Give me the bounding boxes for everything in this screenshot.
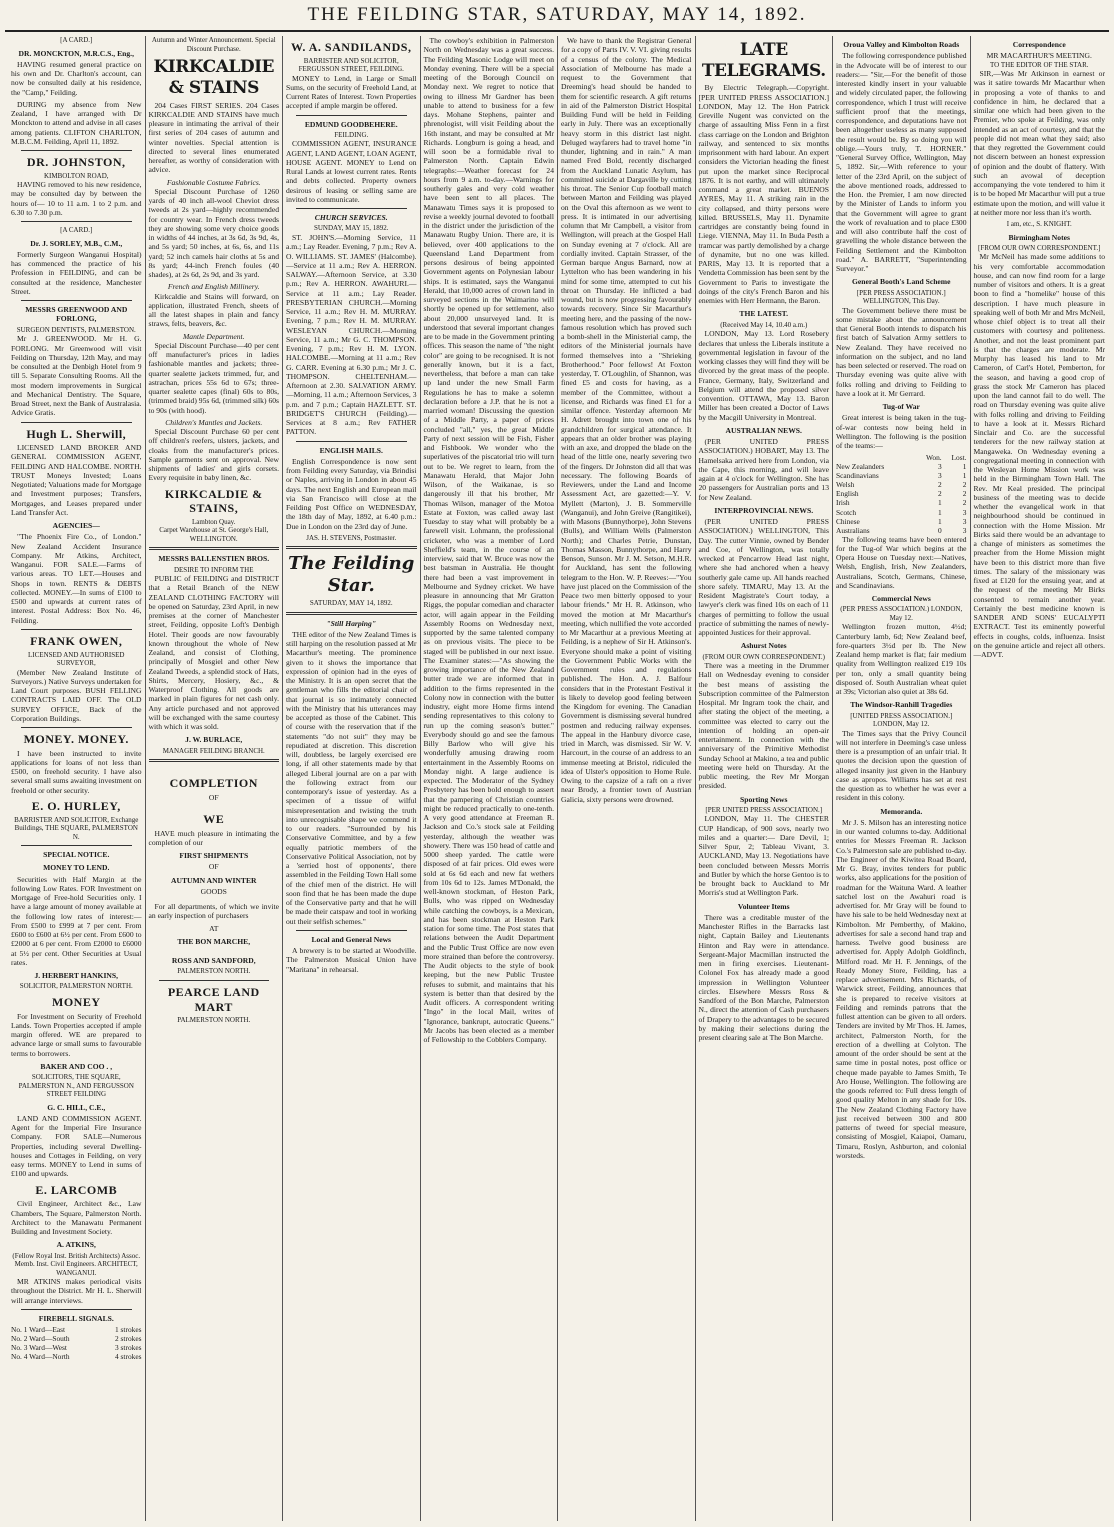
monckton-name: DR. MONCKTON, M.R.C.S., Eng.,: [18, 48, 134, 58]
divider: [296, 208, 407, 209]
burlace-sub: MANAGER FEILDING BRANCH.: [162, 746, 265, 755]
to-editor: TO THE EDITOR OF THE STAR.: [990, 60, 1089, 69]
charlton-body: DURING my absence from New Zealand, I have arranged with Dr Monckton to attend and advise in all cases among patients. CLIFTON CHARLTON, M.B.C.M. Feilding, April 11, 1892.: [11, 99, 142, 146]
tug-cell: 0: [937, 525, 942, 535]
interprovincial-body: (PER UNITED PRESS ASSOCIATION.) WELLINGTON, This Day. The cutter Vinnie, owned by Bender and Coe, of Wellington, was totally wrecked at Pencarrow Head last night, where she had anchored when a heavy southerly gale came up. All hands reached shore safely. TIMARU, May 13. At the Resident Magistrate's Court today, a lawyer's clerk was fined 10s on each of 11 charges of permitting to follow the usual practice of submitting the names of newly-appointed Justices for their approval.: [698, 517, 829, 637]
tug-row: [836, 508, 967, 517]
firebell-cell: 3 strokes: [115, 1343, 142, 1353]
sherwill-body: LICENSED LAND BROKER AND GENERAL COMMISSION AGENT, FEILDING AND HALCOMBE. NORTH. TRUST Moneys Invested; Loans Negotiated; Valuations made for Mortgage and Investment purposes; Transfers, Mortgages, and Leases prepared under Land Transfer Act.: [11, 443, 142, 517]
tug-row: [836, 526, 967, 535]
firebell-heading: FIREBELL SIGNALS.: [38, 1313, 114, 1323]
divider: [286, 612, 417, 615]
fashion-heading: Fashionable Costume Fabrics.: [166, 177, 261, 187]
ashurst-body: There was a meeting in the Drummer Hall on Wednesday evening to consider the best means of assisting the Subscription committee of the Palmerston Hospital. Mr Ingram took the chair, and after stating the object of the meeting, a committee was elected to carry out the intention of holding an open-air entertainment. In connection with the anniversary of the Primitive Methodist Sunday School at Makino, a tea and public meeting were held on Thursday. At the public meeting, the Rev Mr Morgan presided.: [698, 661, 829, 791]
divider: [296, 930, 407, 931]
column-5: [558, 36, 696, 1521]
correspondence-heading: Correspondence: [1012, 40, 1066, 49]
firebell-cell: No. 3 Ward—West: [11, 1343, 67, 1353]
completion-heading: COMPLETION: [169, 776, 258, 791]
paper-date: SATURDAY, MAY 14, 1892.: [309, 599, 393, 608]
tug-cell: Scandinavians: [836, 471, 879, 481]
millinery-heading: French and English Millinery.: [167, 282, 260, 292]
booth-heading: General Booth's Land Scheme: [851, 277, 951, 287]
tug-cell: Chinese: [836, 516, 860, 526]
divider: [21, 150, 132, 151]
baker-name: BAKER AND COO . ,: [40, 1061, 113, 1071]
memoranda-heading: Memoranda.: [880, 806, 923, 816]
card-tag: [A CARD.]: [60, 226, 93, 235]
money2-heading: MONEY: [52, 994, 101, 1009]
tug-row: [836, 471, 967, 480]
divider: [149, 759, 280, 762]
tug-cell: 2: [962, 489, 967, 499]
correspondence-body: SIR,—Was Mr Atkinson in earnest or was it satire towards Mr Macarthur when in proposing a vote of thanks to and confidence in him, he declared that a similar one which had been given to the Premier, who spoke at Feilding, was only intended as an act of courtesy, and that the people did not mean what they said; also that they regretted the Government could not discern between an honest expression of opinion and the doubt of flattery. With such an avowal of deception accompanying the vote tendered to him it is to be hoped Mr Macarthur will put a true estimate upon the motion, and will value it at neither more nor less than it's worth.: [973, 69, 1105, 217]
tug-cell: 1: [962, 471, 967, 481]
tug-header-cell: Lost.: [951, 453, 967, 463]
money-body: I have been instructed to invite applications for loans of not less than £500, on freehold security. I have also several small sums awaiting investment on freehold or other security.: [11, 748, 142, 795]
tug-more: The following teams have been entered for the Tug-of War which begins at the Opera House on Tuesday next:—Natives, Welsh, English, Irish, New Zealanders, Australians, Scotch, Germans, Chinese, and Scandinavians.: [836, 534, 967, 590]
oroua-body: The following correspondence published in the Advocate will be of interest to our readers:— "Sir,—For the benefit of those interested kindly insert in your valuable and widely circulated paper, the following correspondence, which I trust will receive sufficient proof that the meetings, correspondence, and deputations have not been altogether useless as many supposed the result would be. By so doing you will oblige.—Yours truly, T. HORNER." "General Survey Office, Wellington, May 5, 1892. Sir,—With reference to your letter of the 23rd April, on the subject of the above mentioned roads, addressed to the Hon. the Premier, I am now directed by the Minister of Lands to inform you that the Government will agree to grant the work of revaluation and to place £300 and will also contribute half the cost of gravelling the whole distance between the Feilding Settlement and the Kimbolton road." A. BARRETT, "Superintending Surveyor.": [836, 51, 967, 273]
firebell-row: [11, 1334, 142, 1343]
masthead: THE FEILDING STAR, SATURDAY, MAY 14, 1892.: [307, 4, 807, 25]
first-shipments: FIRST SHIPMENTS: [179, 851, 249, 861]
windsor-sub: [UNITED PRESS ASSOCIATION.] LONDON, May 12.: [850, 711, 953, 729]
johnston-body: HAVING removed to his new residence, may be consulted day by between the hours of— 10 to 11 a.m. 1 to 2 p.m. and 6.30 to 7.30 p.m.: [11, 180, 142, 217]
firebell-cell: No. 1 Ward—East: [11, 1325, 66, 1335]
divider: [159, 980, 270, 981]
commercial-sub: (PER PRESS ASSOCIATION.) LONDON, May 12.: [840, 605, 963, 622]
divider: [286, 546, 417, 549]
ross-sandford: ROSS AND SANDFORD,: [171, 956, 256, 966]
interprovincial-heading: INTERPROVINCIAL NEWS.: [714, 505, 814, 515]
tug-cell: 3: [937, 462, 942, 472]
news-body: We have to thank the Registrar General for a copy of Parts IV. V. VI. giving results of a census of the colony. The Medical Association of Melbourne has made a request to the Government that Dreeming's head should be handed to them for scientific research. A gift returns in aid of the Palmerston District Hospital Building Fund will be held in Feilding early in July. There was an exceptionally heavy storm in this district last night. Deluged wayfarers had to travel home "in thunder, lightning and in rain." A man named Fred Bold, recently discharged from the Auckland Lunatic Asylum, has committed suicide at Dargaville by cutting his throat. The Senior Cup football match between Marton and Feilding was played on the Oval this afternoon as we went to press. It is intimated in our advertising column that Mr Campbell, a visitor from Wellington, will preach at the Gospel Hall on Sunday evening at 7 o'clock. All are cordially invited. Captain Strasser, of the German barque Angus Barnard, now at Lyttelton who has been wandering in his mind for some time, attempted to cut his throat on Thursday. He inflicted a bad wound, but is now progressing favourably towards recovery. Since Sir Macarthur's meeting here, and the passing of the now-famous resolution which has proved such a bomb-shell in the Ministerial camp, the editors of the Ministerial journals have formed themselves into a "Shrieking Brotherhood." Poor fellows! At Foxton yesterday, T. O'Loughlin, of Shannon, was fined £5 and costs for having, as a member of the Committee, without a license, and Richards was fined £1 for a similar offence. Yesterday afternoon Mr H. Adrett brought into town one of his grandchildren for surgical attendance. It appears that an older brother was playing with an axe, and dropped the blade on the head of the little one, nearly severing two of the fingers. Dr Johnston did all that was necessary. The following Boards of Reviewers, under the Land and Income Assessment Act, are gazetted:—Y. V. Myllett (Marton), J. B. Sommerville (Wanganui), and John Greive (Rangitikei), with Masons (Bunnythorpe), John Stevens (Bulls), and William Wells (Palmerston North); and Charles Petrie, Dunstan, Thomas Masson, Bunnythorpe, and Harry Benson, Sunson. Mr J. M. Setson, M.H.R. for Auckland, has sent the following telegram to the Hon. W. P. Reeves:—"You have just placed on the Commission of the Peace two men bitterly opposed to your labour friends." Mr H. R. Atkinson, who moved the motion at Mr Macarthur's meeting, which nullified the vote accorded to Mr Macarthur at a previous Meeting at Feilding, is a nephew of Sir H. Atkinson's. Everyone should make a point of visiting the Government Public Works with the Government rules and regulations published. The Hon. A. J. Balfour considers that in the Protestant Festival it is likely to develop good feeling between the Kingdom for evening. The Canadian Government is dismissing several hundred postmen and reducing railway expenses. The appeal in the Hanbury divorce case, tried in March, was dismissed. Sir W. V. Harcourt, in the course of an address to an immense meeting at Bristol, ridiculed the idea of Ulster's opposition to Home Rule. Owing to the capsize of a raft on a river near Brody, a frontier town of Austrian Galicia, sixty persons were drowned.: [561, 36, 692, 804]
mantle-heading: Mantle Department.: [182, 331, 245, 341]
special-notice: SPECIAL NOTICE.: [43, 850, 110, 860]
goodbehere-sub: FEILDING.: [334, 130, 369, 139]
millinery-body: Kirkcaldie and Stains will forward, on application, illustrated French, sheets of all the latest shapes in plain and fancy straws, felts, beavers, &c.: [148, 291, 279, 329]
tug-row: [836, 517, 967, 526]
volunteer-body: There was a creditable muster of the Manchester Rifles in the Barracks last night, Captain Bailey and Lieutenants Hinton and Ray were in attendance. Sergeant-Major Macmillan instructed the men in firing exercises. Lieutenant-Colonel Fox has already made a good impression in Wellington Volunteer circles. Elsewhere Messrs Ross & Sandford of the Bon Marche, Palmerston N., direct the attention of Cash purchasers of Drapery to the advantages to be secured by making their selections during the present clearing sale at The Bon Marche.: [698, 912, 829, 1043]
tug-cell: Irish: [836, 498, 850, 508]
tug-cell: 2: [962, 480, 967, 490]
tug-cell: 1: [937, 498, 942, 508]
windsor-body: The Times says that the Privy Council will not interfere in Deeming's case unless there is a presumption of an unfair trial. It quotes the decision upon the question of alleged insanity just given in the Hanbury case as apropos. Williams has set at rest the question as to whether he was ever a resident in this colony.: [836, 728, 967, 803]
greenwood-sub: SURGEON DENTISTS, PALMERSTON.: [16, 325, 136, 334]
tug-cell: 3: [962, 516, 967, 526]
have-text: HAVE much pleasure in intimating the completion of our: [148, 828, 279, 847]
firebell-cell: No. 2 Ward—South: [11, 1334, 70, 1344]
church-heading: CHURCH SERVICES.: [314, 213, 388, 223]
meeting-heading: MR MACARTHUR'S MEETING.: [986, 51, 1092, 61]
tug-cell: 1: [937, 507, 942, 517]
mails-signature: JAS. H. STEVENS, Postmaster.: [306, 533, 397, 542]
hill-name: G. C. HILL, C.E.,: [47, 1102, 106, 1112]
local-heading: Local and General News: [311, 934, 392, 944]
hankins-sub: SOLICITOR, PALMERSTON NORTH.: [19, 982, 133, 991]
tug-cell: English: [836, 489, 859, 499]
mantle-body: Special Discount Purchase—40 per cent off manufacturer's prices in ladies fashionable mantles and jackets; three-quarter sealette jackets trimmed, fur, and astrachan, prices 55s 6d to 67s; three-quarter sealette capes (final) 60s to 80s, (trimmed braid) 95s 6d, (trimmed silk) 60s to 90s (with hood).: [148, 340, 279, 415]
divider: [21, 845, 132, 846]
firebell-table: [11, 1325, 142, 1361]
commercial-body: Wellington frozen mutton, 4½d; Canterbury lamb, 6d; New Zealand beef, fore-quarters 3½d per lb. The New Zealand hemp market is flat; fair medium quality from Wellington realized £19 10s per ton, only a small quantity being disposed of. South Australian wheat quiet at 39s; Victorian also quiet at 38s 6d.: [836, 622, 967, 697]
firebell-cell: 1 strokes: [115, 1325, 142, 1335]
tug-cell: 1: [962, 462, 967, 472]
hurley-body: BARRISTER AND SOLICITOR, Exchange Buildings, THE SQUARE, PALMERSTON N.: [14, 815, 139, 841]
firebell-cell: 4 strokes: [115, 1352, 142, 1362]
tug-cell: 2: [937, 489, 942, 499]
of-text: OF: [208, 792, 219, 802]
column-7: [833, 36, 971, 1521]
correspondence-signature: I am, etc., S. KNIGHT.: [1006, 220, 1072, 229]
tug-cell: 2: [937, 480, 942, 490]
ashurst-heading: Ashurst Notes: [740, 641, 787, 651]
tug-row: [836, 462, 967, 471]
kirkcaldie-address: Carpet Warehouse at St. George's Hall, WELLINGTON.: [159, 526, 269, 543]
larcomb-name: E. LARCOMB: [35, 1182, 118, 1197]
goodbehere-name: EDMUND GOODBEHERE.: [304, 119, 398, 129]
local-body: A brewery is to be started at Woodville. The Palmerston Musical Union have "Maritana" in rehearsal.: [286, 946, 417, 974]
divider: [149, 547, 280, 550]
goodbehere-body: COMMISSION AGENT, INSURANCE AGENT, LAND AGENT, LOAN AGENT, HOUSE AGENT. MONEY to Lend on Rural Lands at lowest current rates. Rents and debts collected. Property owners desirous of leasing or selling same are invited to communicate.: [286, 139, 417, 204]
palmerston-north: PALMERSTON NORTH.: [177, 967, 251, 976]
greenwood-body: Mr J. GREENWOOD. Mr H. G. FORLONG. Mr Greenwood will visit Feilding on Thursday, 12th May, and may be consulted at the Denbigh Hotel from 9 till 5. Separate Consulting Rooms. All the most modern improvements in Surgical and Mechanical Dentistry. The Square, Broad Street, next the Bank of Australasia. Advice Gratis.: [11, 334, 142, 418]
atkins-name: A. ATKINS,: [56, 1240, 96, 1250]
sandilands-sub: BARRISTER AND SOLICITOR, FERGUSSON STREET, FEILDING.: [298, 56, 404, 74]
baker-body: SOLICITORS, THE SQUARE, PALMERSTON N., AND FERGUSSON STREET FEILDING: [18, 1073, 134, 1099]
commercial-heading: Commercial News: [871, 594, 931, 604]
tug-header-cell: Won.: [926, 453, 942, 463]
divider: [21, 727, 132, 728]
column-4: [421, 36, 559, 1521]
paper-title: The Feilding Star.: [288, 553, 415, 597]
tug-header-row: [836, 453, 967, 462]
column-3: [283, 36, 421, 1521]
divider: [21, 422, 132, 423]
masthead-rule: [5, 30, 1109, 32]
firebell-cell: 2 strokes: [115, 1334, 142, 1344]
ballenstien-body: PUBLIC of FEILDING and DISTRICT that a Retail Branch of the NEW ZEALAND CLOTHING FACTORY will be opened on Saturday, 23rd April, in new premises at the corner of Manchester street, Feilding, opposite Loft's Denbigh Hotel. Their goods are now favourably known throughout the whole of New Zealand, and consist of Clothing, principally of Mosgiel and other New Zealand Tweeds, a splendid stock of Hats, Shirts, Mercery, Hosiery, &c., & Waterproof Clothing. All goods are marked in plain figures for net cash only. Any article purchased and not approved will be exchanged with the same courtesy with which it was sold.: [148, 574, 279, 732]
pearce-land-mart: PEARCE LAND MART: [167, 984, 260, 1014]
birmingham-body: Mr McNeil has made some additions to his very comfortable accommodation house, and can now find room for a large number of visitors and others. It is a great boon to find a "homelike" house of this description. I have much pleasure in speaking well of both Mr and Mrs McNeil, whose chief object is to treat all their customers with courtesy and politeness. Another, and not the least prominent part is that the charges are moderate. Mr Murphy has leased his land to Mr Cameron, of Carl's Hotel, Pemberton, for the season, and having a good crop of grass the stock Mr Cameron has placed upon the land cannot fail to do well. The road on Thursday evening was quite alive with folks rolling and driving to Feilding to have a look at it. Messrs Richard Sinclair and Co. are the successful tenderers for the new railway station at Mangaweka. On Wednesday evening a congregational meeting in connection with the Wesleyan Home Mission work was held in the Birmingham Town Hall. The Rev. Mr Keal presided. The principal business of the meeting was to decide whether the evangelical work in that neighbourhood should be continued in connection with the Home Mission. Mr Birks said there would be an advantage to a change of ministers as sometimes the preacher from the Home Mission might have been to this district more than five times. The salary of the missionary was fixed at £120 for the ensuing year, and at the request of the meeting Mr Birks consented to remain another year. Certainly the best medicine known is SANDER AND SONS' EUCALYPTI EXTRACT. Test its eminently powerful effects in coughs, colds, influenza. Insist on the genuine article and reject all others.—ADVT.: [973, 252, 1105, 660]
ballenstien-name: MESSRS BALLENSTIEN BROS.: [158, 554, 270, 564]
children-heading: Children's Mantles and Jackets.: [165, 417, 263, 427]
column-6: [696, 36, 834, 1521]
telegrams-body: By Electric Telegraph.—Copyright. [PER UNITED PRESS ASSOCIATION.] LONDON, May 12. The Hon Patrick Greville Nugent was convicted on the charge of assaulting Miss Fenn in a first class carriage on the London and Brighton railway, and sentenced to six months imprisonment with hard labour. An expert considers the Victorian heading the finest put upon the market since Reciprocal 1876. It is not earthy, and will ultimately command a great market. BUENOS AYRES, May 11. A striking rain in the city collapsed, and thirty persons were killed. BRUSSELS, May 11. Dynamite cartridges are constantly being found in Liege. VIENNA, May 11. In Buda Pesth a tramcar was partly demolished by a charge of dynamite, but no one was killed. PARIS, May 13. It is reported that a Vendetta Commission has been sent by the Government to Paris to investigate the doings of the city's French Baron and his enemies with Herr Hermann, the Baron.: [698, 83, 829, 306]
leader-title: "Still Harping": [326, 618, 377, 628]
church-date: SUNDAY, MAY 15, 1892.: [313, 224, 389, 233]
oroua-heading: Oroua Valley and Kimbolton Roads: [843, 40, 960, 49]
pearce-sub: PALMERSTON NORTH.: [177, 1016, 251, 1025]
telegrams-heading: LATE TELEGRAMS.: [701, 40, 826, 81]
leader-body: THE editor of the New Zealand Times is still harping on the resolution passed at Mr Macarthur's meeting. The prominence given to it shows the importance that expression of opinion had in the eyes of the Ministry. It is an open secret that the gentleman who fills the editorial chair of that journal is so intimately connected with the Ministry that his utterances may be accepted as those of the Cabinet. This of course with the reservation that if the statements "do not suit" they may be repudiated at discretion. This discretion will, doubtless, be largely exercised ere long, if all other statements made by that alleged Liberal journal are on a par with the following extract from our contemporary's issue of yesterday. As a specimen of a tissue of wilful misrepresentation and twisting the truth into unrecognisable shape we commend it to our readers. "Surrounded by his Conservative Committee, and by a few equally patriotic members of the Conservative Political Association, not by a 'serried host of opponents', there assembled in the Feilding Town Hall some of the chief men of the district. He will soon find that he has been made the dupe of the Conservative party and that he will be made their catspaw and tool in working out their selfish schemes.": [286, 629, 417, 926]
lend-heading: MONEY TO LEND.: [43, 863, 110, 873]
greenwood-name: MESSRS GREENWOOD AND FORLONG,: [25, 305, 128, 324]
australian-body: (PER UNITED PRESS ASSOCIATION.) HOBART, May 13. The Hamelsaka arrived here from London, via the Cape, this morning, and will leave again at 4 o'clock for Wellington. She has 20 passengers for Australian ports and 13 for New Zealand.: [698, 437, 829, 502]
johnston-sub: KIMBOLTON ROAD,: [43, 171, 109, 180]
windsor-heading: The Windsor-Ranhill Tragedies: [850, 700, 953, 710]
tug-row: [836, 498, 967, 507]
tug-table: [836, 453, 967, 534]
firebell-row: [11, 1343, 142, 1352]
divider: [21, 1309, 132, 1310]
tug-cell: Australians: [836, 525, 870, 535]
atkins-body: (Fellow Royal Inst. British Architects) Assoc. Memb. Inst. Civil Engineers. ARCHITECT, WANGANUI.: [12, 1251, 141, 1277]
tug-header-cell: [836, 453, 916, 462]
latest-body: LONDON, May 13. Lord Rosebery declares that unless the Liberals institute a governmental legislation in favour of the working classes they will find they will be divorced by the great mass of the people. France, Germany, Italy, Switzerland and Belgium will attend the proposed silver convention. OTTAWA, May 13. Baron Miller has been created a Doctor of Laws by the Macgill University in Montreal.: [698, 329, 829, 422]
autumn-winter: AUTUMN AND WINTER: [170, 875, 257, 885]
mails-body: English Correspondence is now sent from Feilding every Saturday, via Brindisi or Naples, arriving in London in about 45 days. The next English and European mail via San Francisco will close at the Feilding Post Office on WEDNESDAY, the 18th day of May, 1892, at 6.40 p.m.: Due in London on the 23rd day of June.: [286, 456, 417, 531]
autumn-announcement: Autumn and Winter Announcement. Special Discount Purchase.: [151, 36, 276, 53]
news-body: The cowboy's exhibition in Palmerston North on Wednesday was a great success. The Feilding Masonic Lodge will meet on Monday evening. There will be a special meeting of the Borough Council on Monday next. We regret to notice that owing to illness Mr Gardner has been unable to attend to business for a few days. Mohane Stephens, painter and phrenologist, will visit Feilding about the 16th instant, and may be consulted at Mr Richards. Longburn is going a head, and will soon be a formidable rival to Palmerston North. Captain Edwin telegraphs:—Weather forecast for 24 hours from 9 a.m. to-day.—Warnings for southerly gales and very cold weather have been sent to all places. The Manawatu Times says it is proposed to revise a weekly journal devoted to football in the district under the jurisdiction of the Manawatu Rugby Union. There are, it is believed, over 400 applications to the Queensland Land Department from persons desirous of being appointed Government agents on Polynesian labour ships. It is estimated, says the Wanganui Herald, that 10,000 acres of crown land in surveyed sections in the Waimarino will shortly be opened up for settlement, also about 20,000 unsurveyed land. It is understood that several important changes are to be made in the Government printing offices. This season the name of "the night color" are going to be recognised. It is not generally known, but it is a fact, nevertheless, that before a man can take up land under the new Small Farm Regulations he has to make a solemn declaration before a J.P. that he is not a married woman! Discussing the question of a Middle Party, a paper of prices concluded "all," yes, the great Middle Party of next session will be Fish, Fisher and Fishbook. We wonder who the superlatives of the piscatorial trio will turn out to be. We regret to learn, from the Manawatu Herald, that Major John Wilson, of the Waikanae, is so dangerously ill that his brother, Mr Thomas Wilson, manager of the Motoa Estate at Foxton, was called away last Tuesday to stay what will probably be a farewell visit. Lohmann, the professional cricketer, who was a member of Lord Sheffield's team, in the course of an interview, said that W. Bruce was now the best batsman in Australia. He thought there had been a vast improvement in Melbourne and Sydney cricket. We have pleasure in announcing that Mr Gratton Riggs, the popular comedian and character actor, will again appear in the Feilding Assembly Rooms on Wednesday next, supported by the same talented company as on previous visits. The piece to be staged will be published in our next issue. The Examiner states:—"As showing the growing importance of the New Zealand butter trade we are informed that in addition to the firms represented in the Colony now in connection with the butter industry, eight more Home firms intend sending representatives to this colony to run up the coming season's butter." Everybody should go and see the famous Billy Barlow who will give his wonderfully amusing drawing room entertainment in the Assembly Rooms on Monday night. A large audience is expected. The Moderator of the Sydney Presbytery has been bold enough to assert that the pampering of Christian countries might be reduced practically to one-tenth. A very good attendance at Freeman R. Jackson and Co.'s stock sale at Feilding yesterday, although the weather was showery. There was 150 head of cattle and 5000 sheep yarded. The cattle were disposed of at fair prices. Old ewes were sold at 6s 6d each and new fat wethers from 10s 6d to 12s. James M'Donald, the well-known stockman, of Heston Park, Bulls, who was ripped on Wednesday while catching the cowboys, is a Mexican, and has been stockman at Heston Park station for some time. The Post states that relations between the Audit Department and the Public Trust Office are now even more strained than before the controversy. The Audit objects to the style of book keeping, but the new Public Trustee refuses to submit, and maintains that his system is better than that desired by the Audit officers. A correspondent writing "Ingo" in the local Mail, writes of "Ignorance, bankrupt, autocratic Queens." Mr Jacobs has been elected as a member of Fellowship to the Cobblers Company.: [423, 36, 554, 1044]
tug-cell: 3: [962, 525, 967, 535]
card-tag: [A CARD.]: [60, 36, 93, 44]
fashion-body: Special Discount Purchase of 1260 yards of 40 inch all-wool Cheviot dress tweeds at 2s yard—highly recommended for country wear. In French dress tweeds they are showing some very choice goods in widths of 44 inches, at 3s 6d, 3s 9d, 4s, and 5s yard; 50 inches, at 6s, 6s, and 11s yard; 52 inch camels hair cloths at 5s and 8s yard; 44-inch French foules (40 shades), at 2s 6d, 2s 9d, and 3s yard.: [148, 186, 279, 280]
volunteer-heading: Volunteer Items: [737, 901, 790, 911]
column-1: [8, 36, 146, 1521]
booth-sub: [PER PRESS ASSOCIATION.] WELLINGTON, This Day.: [856, 288, 946, 306]
sporting-heading: Sporting News: [740, 794, 788, 804]
divider: [296, 115, 407, 116]
burlace-name: J. W. BURLACE,: [185, 735, 243, 745]
columns: [8, 36, 1108, 1521]
hill-body: LAND AND COMMISSION AGENT. Agent for the Imperial Fire Insurance Company. FOR SALE—Numerous Properties, including several Dwelling-houses and Cottages in Feilding, on very easy terms. MONEY to Lend in sums of £100 and upwards.: [11, 1113, 142, 1179]
lend-body: Securities with Half Margin at the following Low Rates. FOR Investment on Mortgage of Free-hold Securities only. I have a large amount of money available at the following low rates of interest:— From £500 to £999 at 7 per cent. From £600 to £600 at 6½ per cent. From £600 to £2000 at 6 per cent. From £2000 to £6000 at 5½ per cent. Other Securities at Usual rates.: [11, 874, 142, 967]
column-8: [971, 36, 1109, 1521]
mails-heading: ENGLISH MAILS.: [319, 445, 383, 455]
johnston-name: DR. JOHNSTON,: [26, 155, 126, 170]
owen-name: FRANK OWEN,: [30, 633, 123, 648]
bon-marche: THE BON MARCHE,: [177, 936, 251, 946]
goods-text: GOODS: [200, 886, 227, 896]
column-2: [146, 36, 284, 1521]
birmingham-sub: [FROM OUR OWN CORRESPONDENT.]: [978, 243, 1101, 252]
owen-sub: LICENSED AND AUTHORISED SURVEYOR,: [28, 650, 125, 668]
departments-text: For all departments, of which we invite an early inspection of purchasers: [148, 902, 279, 921]
firebell-cell: No. 4 Ward—North: [11, 1352, 70, 1362]
money2-body: For Investment on Security of Freehold Lands. Town Properties accepted if ample margin offered. WE are prepared to advance large or small sums to favourable terms to borrowers.: [11, 1011, 142, 1058]
larcomb-body: Civil Engineer, Architect &c., Law Chambers, The Square, Palmerston North. Architect to the Manawatu Permanent Building and Investment Society.: [11, 1199, 142, 1237]
sandilands-name: W. A. SANDILANDS,: [291, 40, 412, 54]
sorley-body: Formerly Surgeon Wanganui Hospital) has commenced the practice of his Profession in FEILDING, and can be consulted at the residence, Manchester Street.: [11, 249, 142, 296]
we-text: WE: [203, 812, 225, 827]
agencies-body: "The Phoenix Fire Co., of London." New Zealand Accident Insurance Company. Mr Atkins, Architect, Wanganui. FOR SALE.—Farms of various areas. TO LET.—Houses and Shops in town. RENTS & DEBTS collected. MONEY.—In sums of £100 to £500 and upwards at current rates of interest. Postal Address: Box No. 46, Feilding.: [11, 532, 142, 625]
atkins2-body: MR ATKINS makes periodical visits throughout the District. Mr H. L. Sherwill will arrange interviews.: [11, 1277, 142, 1305]
divider: [21, 629, 132, 630]
kirkcaldie-sub: Lambton Quay.: [192, 517, 236, 526]
hurley-name: E. O. HURLEY,: [31, 798, 121, 813]
kirkcaldie-body: 204 Cases FIRST SERIES. 204 Cases KIRKCALDIE AND STAINS have much pleasure in intimating the arrival of their first series of 204 cases of autumn and winter novelties. Special attention is directed to several lines enumerated hereafter, as worthy of consideration with advice.: [148, 100, 279, 175]
tug-cell: 3: [937, 471, 942, 481]
agencies-heading: AGENCIES—: [52, 521, 100, 531]
firebell-row: [11, 1352, 142, 1361]
tug-cell: 1: [937, 516, 942, 526]
monckton-body: HAVING resumed general practice on his own and Dr. Charlton's account, can now be consulted daily at his residence, the "Camp," Feilding.: [11, 59, 142, 97]
children-body: Special Discount Purchase 60 per cent off children's reefers, ulsters, jackets, and cloaks from the manufacturer's prices. Sample garments sent on approval. New shipments of ladies' and girls corsets. Every requisite in baby linen, &c.: [148, 427, 279, 483]
divider: [21, 300, 132, 301]
australian-heading: AUSTRALIAN NEWS.: [725, 425, 802, 435]
tug-cell: Scotch: [836, 507, 857, 517]
tug-cell: 2: [962, 498, 967, 508]
tug-row: [836, 480, 967, 489]
owen-body: (Member New Zealand Institute of Surveyors.) Native Surveys undertaken for Land Court purposes. BUSH FELLING CONTRACTS LAID OFF. The OLD SURVEY OFFICE, Back of the Corporation Buildings.: [11, 667, 142, 723]
sorley-name: Dr. J. SORLEY, M.B., C.M.,: [30, 238, 123, 248]
tug-cell: 3: [962, 507, 967, 517]
firebell-row: [11, 1325, 142, 1334]
hankins-name: J. HERBERT HANKINS,: [34, 971, 119, 981]
tug-body: Great interest is being taken in the tug-of-war contests now being held in Wellington. The following is the position of the teams:—: [836, 413, 967, 451]
latest-sub: (Received May 14, 10.40 a.m.): [720, 320, 808, 329]
divider: [296, 441, 407, 442]
sandilands-body: MONEY to Lend, in Large or Small Sums, on the security of Freehold Land, at Current Rates of Interest. Town Properties accepted if ample margin be offered.: [286, 73, 417, 111]
ballenstien-sub: DESIRE TO INFORM THE: [173, 565, 254, 574]
sporting-sub: [PER UNITED PRESS ASSOCIATION.]: [705, 805, 823, 814]
birmingham-heading: Birmingham Notes: [1008, 232, 1070, 242]
tug-cell: Welsh: [836, 480, 855, 490]
sherwill-name: Hugh L. Sherwill,: [26, 426, 127, 441]
kirkcaldie-name: KIRKCALDIE & STAINS: [153, 57, 274, 98]
money-heading: MONEY. MONEY.: [23, 732, 129, 747]
memoranda-body: Mr J. S. Milson has an interesting notice in our wanted columns to-day. Additional entries for Messrs Freeman R. Jackson Co.'s Palmerston sale are published to-day. The Engineer of the Kiwitea Road Board, Mr G. Bray, invites tenders for public works, also applications for the position of roadman for the Waituna Ward. A leather satchel lost on the Awahuri road is advertised for. Mr Gray will be found to have his sale to be held Wednesday next at Kimbolton. Mr Pemberthy, of Makino, advertises for sale a second hand trap and harness. Twelve good business are advertised for. Apply Adolph Goldfinch, Milford road. Mr H. F. Jennings, of the Ready Money Store, Feilding, has a replace advertisement. Mrs Richards, of Warwick street, Feilding, announces that she is prepared to receive visitors at Feilding and reminds patrons that the fullest attention can be given to all orders. Tenders are invited by Mr Thos. H. James, architect, Palmerston North, for the erection of a dwelling at Colyton. The amount of the order should be sent at the same time in postal notes, post office or cheque made payable to James Smith, Te Aro House, Wellington. The following are the goods referred to: Full dress length of good quality Melton in any shade for 10s. The New Zealand Clothing Factory have just received between 300 and 800 patterns of tweed for special measure, consisting of Mosgiel, Kaiapoi, Oamaru, Timaru, Roslyn, Ashburton, and colonial worsteds.: [836, 817, 967, 1160]
kirkcaldie-footer: KIRKCALDIE & STAINS,: [164, 486, 263, 516]
tug-heading: Tug-of War: [882, 402, 920, 412]
tug-cell: New Zealanders: [836, 462, 885, 472]
sporting-body: LONDON, May 11. The CHESTER CUP Handicap, of 900 sovs, nearly two miles and a quarter:— Dare Devil, 1; Silver Spur, 2; Tableau Vivant, 3. AUCKLAND, May 13. Negotiations have been concluded between Messrs Morris and Butler by which the horse Gentoo is to be brought back to Auckland to Mr Morris's stud at Wellington Park.: [698, 814, 829, 898]
at-text: AT: [209, 923, 219, 933]
divider: [21, 221, 132, 222]
latest-heading: THE LATEST.: [739, 309, 789, 319]
ashurst-sub: (FROM OUR OWN CORRESPONDENT.): [702, 652, 825, 661]
church-body: ST. JOHN'S.—Morning Service, 11 a.m.; Lay Reader. Evening, 7 p.m.; Rev A. O. WILLIAMS. ST. JAMES' (Halcombe).—Service at 11 a.m.; Rev A. HERRON. SALWAY.—Afternoon Service, at 3.30 p.m.; Rev A. HERRON. AWAHURI.—Service at 11 a.m.; Lay Reader. PRESBYTERIAN CHURCH.—Morning Service, 11 a.m.; Rev H. M. MURRAY. Evening, 7 p.m.; Rev H. M. MURRAY. WESLEYAN CHURCH.—Morning Service, 11 a.m.; Mr G. C. THOMPSON. Evening, 7 p.m.; Rev H. M. LYON. HALCOMBE.—Morning at 11 a.m.; Rev G. CARR. Evening at 6.30 p.m.; Mr J. C. THOMPSON. CHELTENHAM.—Afternoon at 2.30. SALVATION ARMY.—Morning, 11 a.m.; Afternoon Services, 3 p.m. and 7 p.m.; Captain HAZLETT. ST. BRIDGET'S CHURCH (Feilding).—Services at 8 a.m.; Rev FATHER PATTON.: [286, 233, 417, 437]
of-text: OF: [208, 862, 219, 872]
tug-row: [836, 489, 967, 498]
booth-body: The Government believe there must be some mistake about the announcement that General Booth intends to dispatch his first batch of Salvation Army settlers to New Zealand. They have received no information on the subject, and no land has been selected or reserved. The road on Thursday evening was quite alive with folks rolling and driving to Feilding to have a look at it. Mr Gerrard.: [836, 305, 967, 398]
